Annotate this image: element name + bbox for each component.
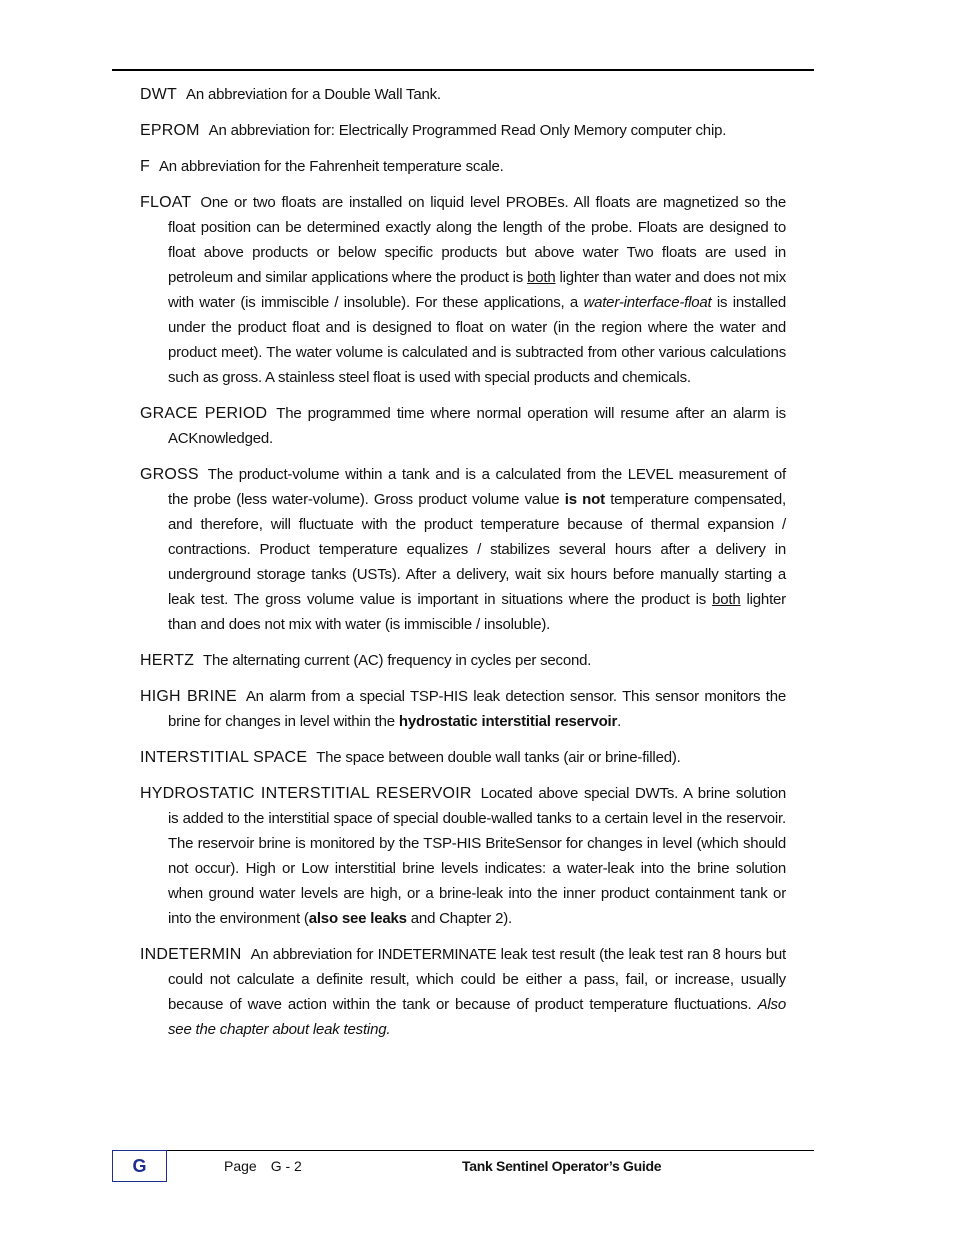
- glossary-entry: [140, 462, 786, 637]
- chapter-tab: G: [112, 1150, 167, 1182]
- footer-rule: [112, 1150, 814, 1151]
- glossary-entry: [140, 648, 786, 673]
- guide-title: Tank Sentinel Operator’s Guide: [462, 1158, 662, 1174]
- glossary-entry: [140, 401, 786, 451]
- glossary-entry: [140, 781, 786, 931]
- header-rule: [112, 69, 814, 71]
- glossary-term: HIGH BRINE: [140, 688, 237, 705]
- definition-text: The space between double wall tanks (air or brine-filled).: [316, 749, 681, 766]
- glossary-entry: [140, 745, 786, 770]
- glossary-term: INTERSTITIAL SPACE: [140, 749, 308, 766]
- page-number-label: [224, 1158, 302, 1174]
- glossary-entry: [140, 942, 786, 1042]
- glossary-term: GRACE PERIOD: [140, 405, 268, 422]
- definition-text: An abbreviation for the Fahrenheit temperature scale.: [158, 158, 504, 175]
- definition-text: Located above special DWTs. A brine solution is added to the interstitial space of special double-walled tanks to a certain level in the reservoir. The reservoir brine is monitored by the TSP-HIS BriteSensor for changes in level (which should not occur). High or Low interstitial brine levels indicates: a water-leak into the brine solution when ground water levels are high, or a brine-leak into the inner product containment tank or into the environment (: [168, 785, 786, 927]
- definition-text: temperature compensated, and therefore, will fluctuate with the product temperature because of thermal expansion / contractions. Product temperature equalizes / stabilizes several hours after a delivery in underground storage tanks (USTs). After a delivery, wait six hours before manually starting a leak test. The gross volume value is important in situations where the product is: [168, 491, 786, 608]
- definition-text: also see leaks: [308, 910, 407, 927]
- glossary-term: DWT: [140, 86, 178, 103]
- definition-text: both: [712, 591, 741, 608]
- definition-text: Also see the chapter about leak testing.: [168, 996, 786, 1038]
- glossary-term: EPROM: [140, 122, 200, 139]
- definition-text: water-interface-float: [583, 294, 712, 311]
- definition-text: lighter than and does not mix with water (is immiscible / insoluble).: [168, 591, 786, 633]
- definition-text: The product-volume within a tank and is a calculated from the LEVEL measurement of the probe (less water-volume). Gross product volume value: [168, 466, 786, 508]
- glossary-entry: [140, 118, 786, 143]
- glossary-entry: [140, 684, 786, 734]
- definition-text: An abbreviation for INDETERMINATE leak test result (the leak test ran 8 hours but could not calculate a definite result, which could be either a pass, fail, or increase, usually because of wave action within the tank or because of product temperature fluctuations.: [168, 946, 786, 1013]
- definition-text: One or two floats are installed on liquid level PROBEs. All floats are magnetized so the float position can be determined exactly along the length of the probe. Floats are designed to float above products or below specific products but above water Two floats are used in petroleum and similar applications where the product is: [168, 194, 786, 286]
- definition-text: .: [617, 713, 622, 730]
- definition-text: An alarm from a special TSP-HIS leak detection sensor. This sensor monitors the brine for changes in level within the: [168, 688, 787, 730]
- glossary-term: FLOAT: [140, 194, 192, 211]
- definition-text: both: [527, 269, 556, 286]
- definition-text: lighter than water and does not mix with water (is immiscible / insoluble). For these applications, a: [168, 269, 786, 311]
- definition-text: An abbreviation for a Double Wall Tank.: [186, 86, 441, 103]
- glossary-term: INDETERMIN: [140, 946, 242, 963]
- page-number: G - 2: [270, 1158, 302, 1174]
- definition-text: The alternating current (AC) frequency in cycles per second.: [203, 652, 592, 669]
- definition-text: and Chapter 2).: [406, 910, 513, 927]
- glossary-entry: [140, 82, 786, 107]
- definition-text: is not: [564, 491, 605, 508]
- glossary-term: F: [140, 158, 150, 175]
- definition-text: The programmed time where normal operation will resume after an alarm is ACKnowledged.: [168, 405, 786, 447]
- glossary-entry: [140, 154, 786, 179]
- definition-text: An abbreviation for: Electrically Programmed Read Only Memory computer chip.: [208, 122, 727, 139]
- glossary-term: HERTZ: [140, 652, 195, 669]
- page-word: Page: [224, 1158, 257, 1174]
- definition-text: is installed under the product float and is designed to float on water (in the region where the water and product meet). The water volume is calculated and is subtracted from other various calculations such as gross. A stainless steel float is used with special products and chemicals.: [168, 294, 786, 386]
- glossary-list: [140, 82, 786, 1053]
- glossary-term: GROSS: [140, 466, 199, 483]
- glossary-term: HYDROSTATIC INTERSTITIAL RESERVOIR: [140, 785, 472, 802]
- glossary-entry: [140, 190, 786, 390]
- definition-text: hydrostatic interstitial reservoir: [398, 713, 618, 730]
